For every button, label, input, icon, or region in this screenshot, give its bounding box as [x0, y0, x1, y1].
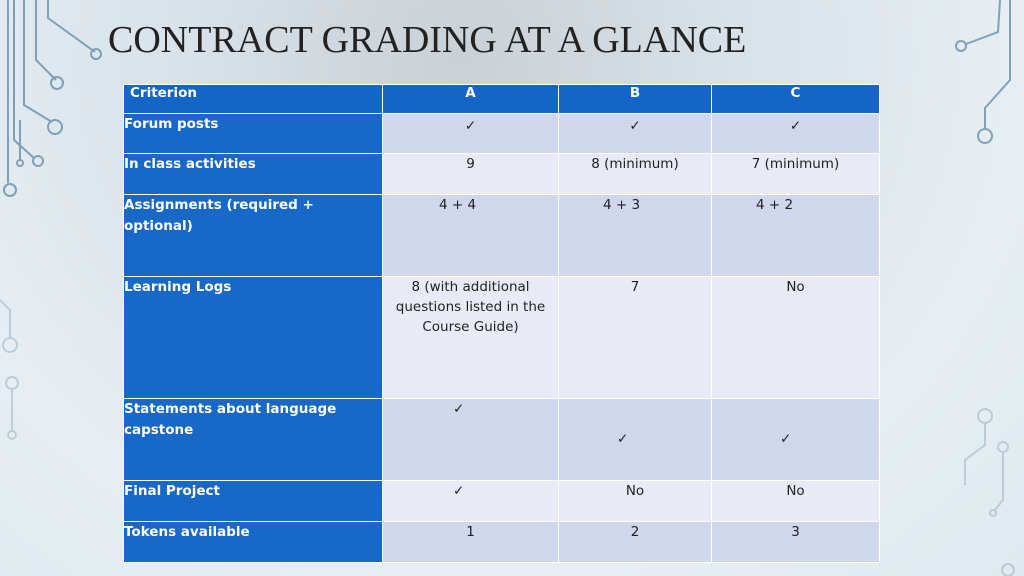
check-icon: ✓: [712, 399, 880, 481]
criterion-cell: Statements about language capstone: [124, 399, 383, 481]
value-cell: 4 + 2: [712, 195, 880, 277]
table-header-row: [124, 85, 880, 114]
header-a: A: [383, 85, 559, 114]
value-cell: 7 (minimum): [712, 154, 880, 195]
criterion-cell: Final Project: [124, 481, 383, 522]
table-row: [124, 481, 880, 522]
value-cell: No: [712, 481, 880, 522]
value-cell: 9: [383, 154, 559, 195]
check-icon: ✓: [559, 114, 712, 154]
header-criterion: Criterion: [124, 85, 383, 114]
value-cell: 3: [712, 522, 880, 563]
header-c: C: [712, 85, 880, 114]
check-icon: ✓: [383, 481, 559, 522]
criterion-cell: Learning Logs: [124, 277, 383, 399]
criterion-cell: Assignments (required + optional): [124, 195, 383, 277]
check-icon: ✓: [559, 399, 712, 481]
value-cell: 7: [559, 277, 712, 399]
value-cell: 8 (with additional questions listed in the Course Guide): [383, 277, 559, 399]
value-cell: No: [559, 481, 712, 522]
table-row: [124, 114, 880, 154]
criterion-cell: Forum posts: [124, 114, 383, 154]
table-row: [124, 522, 880, 563]
value-cell: 4 + 4: [383, 195, 559, 277]
table-row: [124, 195, 880, 277]
criterion-cell: In class activities: [124, 154, 383, 195]
page-title: CONTRACT GRADING AT A GLANCE: [108, 19, 747, 61]
header-b: B: [559, 85, 712, 114]
value-cell: 1: [383, 522, 559, 563]
value-cell: No: [712, 277, 880, 399]
grading-table: [123, 84, 880, 563]
criterion-cell: Tokens available: [124, 522, 383, 563]
value-cell: 2: [559, 522, 712, 563]
table-row: [124, 154, 880, 195]
table-row: [124, 277, 880, 399]
table-row: [124, 399, 880, 481]
value-cell: 8 (minimum): [559, 154, 712, 195]
check-icon: ✓: [383, 399, 559, 481]
check-icon: ✓: [712, 114, 880, 154]
value-cell: 4 + 3: [559, 195, 712, 277]
check-icon: ✓: [383, 114, 559, 154]
